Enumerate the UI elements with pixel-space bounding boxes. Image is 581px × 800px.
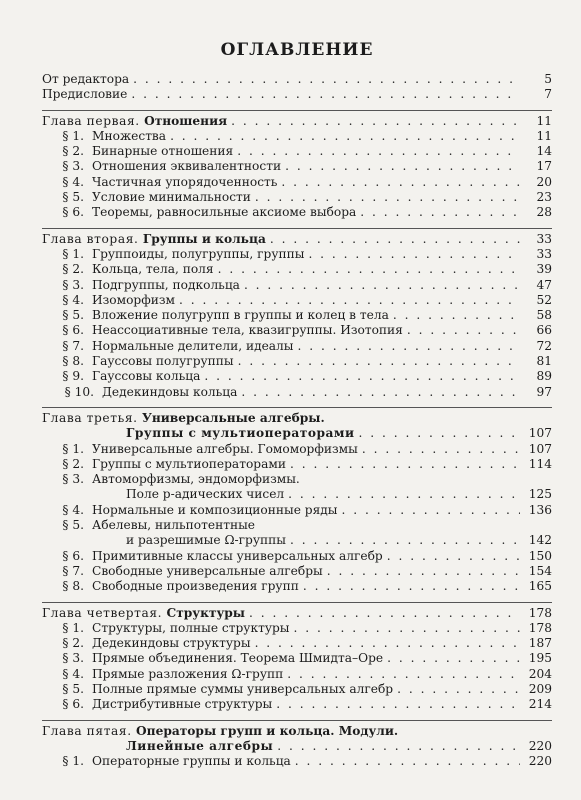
chapter-heading [42,114,552,129]
entry-title: Дедекиндовы структуры [92,636,251,651]
entry-title: Свободные произведения групп [92,579,299,594]
entry-title: Группоиды, полугруппы, группы [92,246,305,261]
leader-dots [290,533,520,548]
section-entry [42,190,552,205]
entry-title: Автоморфизмы, эндоморфизмы. [92,472,300,487]
leader-dots [170,129,520,144]
chapter-heading [42,411,552,426]
leader-dots [255,636,520,651]
section-number: § 4. [62,502,84,517]
entry-title [42,232,266,247]
leader-dots [303,579,520,594]
section-number: § 8. [62,579,84,594]
page-number: 165 [528,579,552,594]
chapter-heading [42,232,552,247]
leader-dots [359,426,521,441]
leader-dots [237,144,520,159]
entry-title: Прямые разложения Ω-групп [92,666,284,681]
entry-title: Бинарные отношения [92,144,234,159]
page-number: 58 [536,308,552,323]
entry-title: Группы с мультиоператорами [126,426,355,441]
entry-title: От редактора [42,72,130,86]
leader-dots [407,323,520,338]
page-number: 209 [528,681,552,696]
leader-dots [290,457,520,472]
entry-title: Предисловие [42,87,128,102]
leader-dots [360,205,520,220]
section-entry [42,293,552,308]
page-number: 97 [536,384,552,399]
entry-title: Нормальные делители, идеалы [92,338,294,353]
section-number: § 2. [62,144,84,159]
leader-dots [288,487,520,502]
leader-dots [270,232,520,247]
section-number: § 2. [62,636,84,651]
entry-title: Линейные алгебры [126,738,274,753]
section-entry-cont [42,487,552,502]
section-entry [42,564,552,579]
entry-title: Дедекиндовы кольца [102,384,238,399]
section-number: § 1. [62,246,84,261]
section-number: § 4. [62,666,84,681]
section-number: § 6. [62,697,84,712]
entry-title: Отношения эквивалентности [92,159,282,174]
entry-title: Подгруппы, подкольца [92,277,240,292]
entry-title: Полные прямые суммы универсальных алгебр [92,681,394,696]
section-entry [42,472,552,487]
leader-dots [238,354,520,369]
page-number: 33 [536,231,552,246]
page-number: 14 [536,144,552,159]
leader-dots [133,72,520,87]
entry-title: Прямые объединения. Теорема Шмидта–Оре [92,651,384,666]
leader-dots [295,754,520,769]
leader-dots [241,385,520,400]
section-number: § 3. [62,159,84,174]
leader-dots [327,564,520,579]
chapter-divider [42,110,552,111]
section-number: § 1. [62,754,84,769]
section-number: § 5. [62,681,84,696]
leader-dots [281,175,520,190]
page-number: 178 [528,620,552,635]
page-number: 154 [528,563,552,578]
entry-title: Неассоциативные тела, квазигруппы. Изотопия [92,323,403,338]
section-entry [42,667,552,682]
section-entry [42,144,552,159]
chapter-label: Глава четвертая. [42,605,163,620]
entry-title: Дистрибутивные структуры [92,697,273,712]
chapter-divider [42,407,552,408]
leader-dots [308,247,520,262]
entry-title [42,606,245,621]
page-number: 23 [536,190,552,205]
leader-dots [397,682,520,697]
section-entry [42,278,552,293]
section-entry [42,518,552,533]
section-entry [42,385,552,400]
section-number: § 7. [62,563,84,578]
entry-title: Свободные универсальные алгебры [92,563,323,578]
page-number: 52 [536,292,552,307]
entry-title: Изоморфизм [92,292,176,307]
chapter-name: Отношения [144,113,228,128]
leader-dots [294,621,520,636]
page-number: 136 [528,502,552,517]
table-of-contents [42,72,552,769]
section-number: § 5. [62,308,84,323]
section-entry [42,354,552,369]
front-entry [42,72,552,87]
section-entry [42,247,552,262]
page-number: 5 [544,72,552,86]
section-number: § 6. [62,323,84,338]
section-number: § 1. [62,441,84,456]
section-number: § 4. [62,174,84,189]
page-number: 107 [528,426,552,441]
entry-title: Условие минимальности [92,190,251,205]
section-entry [42,308,552,323]
section-number: § 6. [62,548,84,563]
leader-dots [287,667,520,682]
page-number: 7 [544,87,552,102]
section-entry [42,754,552,769]
section-entry [42,262,552,277]
leader-dots [231,114,520,129]
page-number: 11 [536,113,552,128]
leader-dots [393,308,520,323]
leader-dots [131,87,520,102]
section-number: § 1. [62,128,84,143]
section-number: § 3. [62,651,84,666]
page-number: 195 [528,651,552,666]
entry-title: Структуры, полные структуры [92,620,290,635]
page-number: 66 [536,323,552,338]
leader-dots [285,159,520,174]
section-entry [42,205,552,220]
section-number: § 2. [62,456,84,471]
section-entry [42,457,552,472]
entry-title: Гауссовы кольца [92,369,201,384]
section-entry [42,579,552,594]
section-entry [42,682,552,697]
chapter-divider [42,602,552,603]
section-number: § 10. [64,384,94,399]
page-number: 114 [528,456,552,471]
page-number: 220 [528,738,552,753]
chapter-heading [42,724,552,739]
section-number: § 9. [62,369,84,384]
section-number: § 1. [62,620,84,635]
section-entry [42,339,552,354]
page-number: 47 [536,277,552,292]
entry-title: Операторные группы и кольца [92,754,291,769]
page-number: 11 [536,128,552,143]
leader-dots [218,262,520,277]
front-entry [42,87,552,102]
section-entry [42,549,552,564]
page-number: 204 [528,666,552,681]
leader-dots [362,442,520,457]
leader-dots [277,739,520,754]
chapter-heading-cont [42,739,552,754]
entry-title: и разрешимые Ω-группы [126,533,286,548]
page-number: 150 [528,548,552,563]
page-number: 17 [536,159,552,174]
page-number: 187 [528,636,552,651]
entry-title: Абелевы, нильпотентные [92,518,255,533]
chapter-divider [42,228,552,229]
entry-title: Теоремы, равносильные аксиоме выбора [92,205,357,220]
section-entry [42,697,552,712]
entry-title: Поле p-адических чисел [126,487,285,502]
section-entry [42,159,552,174]
entry-title: Группы с мультиоператорами [92,456,286,471]
page-number: 214 [528,697,552,712]
entry-title: Частичная упорядоченность [92,174,278,189]
entry-title [42,114,227,129]
leader-dots [204,369,520,384]
chapter-name: Операторы групп и кольца. Модули. [136,723,399,738]
entry-title: Примитивные классы универсальных алгебр [92,548,383,563]
page-number: 81 [536,354,552,369]
entry-title: Множества [92,128,167,143]
chapter-divider [42,720,552,721]
entry-title: Гауссовы полугруппы [92,354,234,369]
page-number: 178 [528,605,552,620]
page-number: 28 [536,205,552,220]
leader-dots [255,190,520,205]
page-number: 39 [536,262,552,277]
section-entry [42,442,552,457]
leader-dots [298,339,521,354]
section-entry [42,636,552,651]
leader-dots [244,278,520,293]
section-number: § 5. [62,518,84,533]
page-number: 72 [536,338,552,353]
chapter-label: Глава третья. [42,410,138,425]
entry-title [42,411,325,426]
leader-dots [387,651,520,666]
chapter-heading-cont [42,426,552,441]
section-entry [42,651,552,666]
chapter-name: Группы и кольца [142,231,266,246]
page-title: ОГЛАВЛЕНИЕ [220,40,374,60]
leader-dots [276,697,520,712]
section-entry [42,503,552,518]
entry-title [42,724,398,739]
page-number: 107 [528,441,552,456]
page-number: 220 [528,754,552,769]
page-number: 142 [528,533,552,548]
section-number: § 2. [62,262,84,277]
section-entry [42,175,552,190]
section-entry [42,129,552,144]
entry-title: Нормальные и композиционные ряды [92,502,338,517]
leader-dots [387,549,520,564]
chapter-name: Универсальные алгебры. [141,410,325,425]
section-entry [42,621,552,636]
section-number: § 5. [62,190,84,205]
page-number: 20 [536,174,552,189]
leader-dots [179,293,520,308]
section-number: § 3. [62,277,84,292]
leader-dots [342,503,521,518]
chapter-label: Глава вторая. [42,231,139,246]
section-number: § 4. [62,292,84,307]
section-entry [42,323,552,338]
page-number: 89 [536,369,552,384]
leader-dots [249,606,520,621]
chapter-heading [42,606,552,621]
chapter-name: Структуры [166,605,245,620]
entry-title: Вложение полугрупп в группы и колец в тела [92,308,389,323]
section-number: § 6. [62,205,84,220]
page-number: 125 [528,487,552,502]
section-number: § 7. [62,338,84,353]
page-number: 33 [536,246,552,261]
section-entry-cont [42,533,552,548]
chapter-label: Глава первая. [42,113,140,128]
section-number: § 8. [62,354,84,369]
section-number: § 3. [62,472,84,487]
entry-title: Универсальные алгебры. Гомоморфизмы [92,441,358,456]
entry-title: Кольца, тела, поля [92,262,214,277]
chapter-label: Глава пятая. [42,723,132,738]
section-entry [42,369,552,384]
